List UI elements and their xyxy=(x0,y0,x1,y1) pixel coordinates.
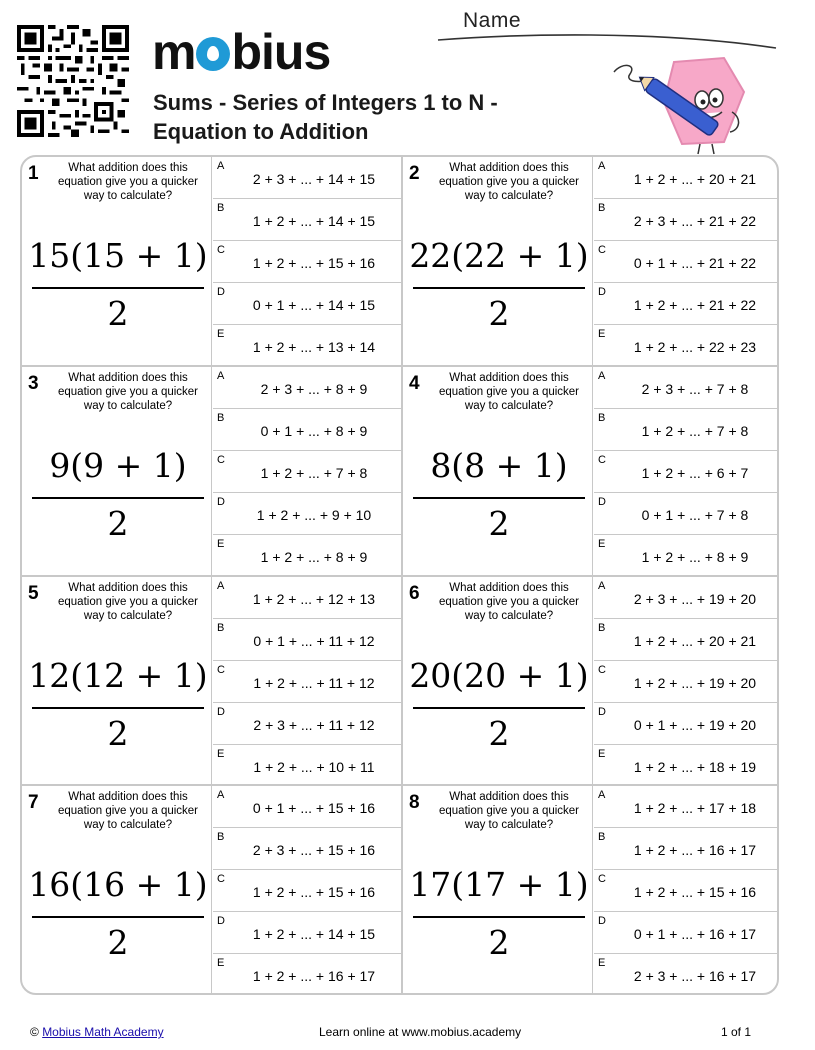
option-letter: E xyxy=(598,328,606,340)
problem-number: 1 xyxy=(28,163,39,184)
answer-option[interactable] xyxy=(594,703,779,745)
answer-options xyxy=(594,786,779,995)
answer-option[interactable] xyxy=(594,870,779,912)
answer-option[interactable] xyxy=(594,577,779,619)
option-text: 2 + 3 + ... + 7 + 8 xyxy=(641,381,749,397)
equation-numerator: 15(15 + 1) xyxy=(28,236,208,275)
option-text: 2 + 3 + ... + 15 + 16 xyxy=(252,842,376,858)
problem-card xyxy=(22,577,401,786)
option-letter: D xyxy=(598,496,606,508)
option-text: 2 + 3 + ... + 11 + 12 xyxy=(253,717,375,733)
option-letter: B xyxy=(598,831,606,843)
answer-option[interactable] xyxy=(594,283,779,325)
option-text: 1 + 2 + ... + 8 + 9 xyxy=(641,549,749,565)
option-letter: C xyxy=(598,664,606,676)
problem-statement xyxy=(22,577,212,786)
option-letter: B xyxy=(217,412,225,424)
answer-options xyxy=(594,577,779,786)
equation-numerator: 22(22 + 1) xyxy=(409,236,589,275)
problem-card xyxy=(403,367,779,576)
option-text: 0 + 1 + ... + 21 + 22 xyxy=(633,255,757,271)
answer-option[interactable] xyxy=(213,409,401,451)
option-letter: A xyxy=(217,370,225,382)
answer-options xyxy=(213,577,401,786)
page-number: 1 of 1 xyxy=(721,1025,752,1039)
equation-numerator: 16(16 + 1) xyxy=(28,865,208,904)
answer-option[interactable] xyxy=(213,828,401,870)
option-text: 1 + 2 + ... + 15 + 16 xyxy=(252,884,376,900)
answer-option[interactable] xyxy=(213,870,401,912)
question-text: What addition does this equation give you a quicker way to calculate? xyxy=(58,372,199,412)
option-text: 0 + 1 + ... + 15 + 16 xyxy=(252,800,376,816)
problem-card xyxy=(403,577,779,786)
qr-code xyxy=(17,25,129,137)
option-letter: A xyxy=(598,580,606,592)
option-text: 2 + 3 + ... + 21 + 22 xyxy=(633,213,757,229)
problem-card xyxy=(22,157,401,366)
problem-statement xyxy=(22,367,212,576)
option-letter: A xyxy=(217,580,225,592)
option-text: 1 + 2 + ... + 13 + 14 xyxy=(252,339,376,355)
equation-denominator: 2 xyxy=(488,504,510,543)
name-label: Name xyxy=(463,9,522,32)
equation-numerator: 9(9 + 1) xyxy=(49,446,187,485)
option-text: 0 + 1 + ... + 8 + 9 xyxy=(260,423,368,439)
option-text: 1 + 2 + ... + 6 + 7 xyxy=(641,465,749,481)
problem-card xyxy=(403,786,779,995)
footer-copyright: © Mobius Math Academy xyxy=(30,1025,164,1039)
problem-number: 3 xyxy=(28,373,39,394)
question-text: What addition does this equation give you a quicker way to calculate? xyxy=(58,791,199,831)
option-letter: B xyxy=(598,412,606,424)
worksheet-title: Sums - Series of Integers 1 to N - Equation to Addition xyxy=(153,90,498,144)
answer-option[interactable] xyxy=(594,367,779,409)
option-letter: B xyxy=(598,202,606,214)
equation-numerator: 17(17 + 1) xyxy=(409,865,589,904)
answer-option[interactable] xyxy=(594,619,779,661)
option-text: 1 + 2 + ... + 16 + 17 xyxy=(252,968,376,984)
fraction-bar xyxy=(32,287,204,289)
option-text: 2 + 3 + ... + 14 + 15 xyxy=(252,171,376,187)
answer-option[interactable] xyxy=(213,241,401,283)
answer-options xyxy=(594,157,779,366)
equation-denominator: 2 xyxy=(488,923,510,962)
answer-option[interactable] xyxy=(213,325,401,367)
equation-numerator: 12(12 + 1) xyxy=(28,656,208,695)
problem-statement xyxy=(403,367,593,576)
answer-option[interactable] xyxy=(213,619,401,661)
option-text: 0 + 1 + ... + 14 + 15 xyxy=(252,297,376,313)
option-text: 1 + 2 + ... + 8 + 9 xyxy=(260,549,368,565)
option-letter: E xyxy=(217,538,225,550)
option-text: 0 + 1 + ... + 16 + 17 xyxy=(633,926,757,942)
answer-option[interactable] xyxy=(213,786,401,828)
problem-card xyxy=(22,786,401,995)
option-text: 1 + 2 + ... + 7 + 8 xyxy=(260,465,368,481)
option-text: 0 + 1 + ... + 7 + 8 xyxy=(641,507,749,523)
answer-option[interactable] xyxy=(594,661,779,703)
problem-card xyxy=(22,367,401,576)
answer-option[interactable] xyxy=(213,493,401,535)
question-text: What addition does this equation give you a quicker way to calculate? xyxy=(58,162,199,202)
answer-option[interactable] xyxy=(594,954,779,995)
answer-option[interactable] xyxy=(213,577,401,619)
answer-option[interactable] xyxy=(213,535,401,577)
answer-option[interactable] xyxy=(213,954,401,995)
option-text: 1 + 2 + ... + 17 + 18 xyxy=(633,800,757,816)
option-letter: B xyxy=(598,622,606,634)
option-letter: D xyxy=(217,706,225,718)
answer-option[interactable] xyxy=(594,157,779,199)
option-text: 1 + 2 + ... + 15 + 16 xyxy=(633,884,757,900)
equation-numerator: 8(8 + 1) xyxy=(430,446,568,485)
option-letter: E xyxy=(598,957,606,969)
option-text: 1 + 2 + ... + 14 + 15 xyxy=(252,926,376,942)
answer-option[interactable] xyxy=(594,199,779,241)
option-text: 1 + 2 + ... + 10 + 11 xyxy=(253,759,375,775)
option-text: 0 + 1 + ... + 11 + 12 xyxy=(253,633,375,649)
option-letter: D xyxy=(598,915,606,927)
option-letter: D xyxy=(217,915,225,927)
question-text: What addition does this equation give you a quicker way to calculate? xyxy=(58,582,199,622)
option-text: 1 + 2 + ... + 15 + 16 xyxy=(252,255,376,271)
option-text: 2 + 3 + ... + 16 + 17 xyxy=(633,968,757,984)
answer-option[interactable] xyxy=(594,325,779,367)
answer-options xyxy=(213,157,401,366)
answer-option[interactable] xyxy=(213,283,401,325)
answer-option[interactable] xyxy=(594,451,779,493)
option-text: 1 + 2 + ... + 20 + 21 xyxy=(633,171,757,187)
mobius-academy-link[interactable]: Mobius Math Academy xyxy=(42,1025,164,1039)
option-letter: A xyxy=(217,160,225,172)
answer-option[interactable] xyxy=(213,157,401,199)
option-letter: B xyxy=(217,622,225,634)
problem-number: 5 xyxy=(28,583,39,604)
option-letter: E xyxy=(217,748,225,760)
footer-learn-online: Learn online at www.mobius.academy xyxy=(319,1025,522,1039)
answer-option[interactable] xyxy=(213,367,401,409)
question-text: What addition does this equation give you a quicker way to calculate? xyxy=(439,791,580,831)
water-drop-icon xyxy=(196,37,230,71)
problem-statement xyxy=(22,786,212,995)
question-text: What addition does this equation give you a quicker way to calculate? xyxy=(439,372,580,412)
answer-option[interactable] xyxy=(594,912,779,954)
answer-option[interactable] xyxy=(594,535,779,577)
mascot-illustration xyxy=(612,52,762,157)
option-letter: E xyxy=(217,328,225,340)
option-letter: C xyxy=(598,244,606,256)
answer-option[interactable] xyxy=(213,451,401,493)
option-letter: A xyxy=(598,789,606,801)
option-letter: B xyxy=(217,831,225,843)
option-letter: C xyxy=(598,454,606,466)
problem-grid xyxy=(20,155,779,995)
option-text: 1 + 2 + ... + 21 + 22 xyxy=(633,297,757,313)
answer-options xyxy=(213,367,401,576)
option-text: 0 + 1 + ... + 19 + 20 xyxy=(633,717,757,733)
answer-option[interactable] xyxy=(213,199,401,241)
problem-number: 2 xyxy=(409,163,420,184)
problem-number: 8 xyxy=(409,792,420,813)
equation-denominator: 2 xyxy=(488,714,510,753)
fraction-bar xyxy=(413,497,585,499)
equation-denominator: 2 xyxy=(107,714,129,753)
problem-statement xyxy=(403,157,593,366)
problem-number: 4 xyxy=(409,373,420,394)
option-letter: C xyxy=(217,664,225,676)
option-letter: D xyxy=(598,706,606,718)
problem-card xyxy=(403,157,779,366)
fraction-bar xyxy=(413,916,585,918)
option-letter: C xyxy=(217,244,225,256)
fraction-bar xyxy=(32,916,204,918)
answer-option[interactable] xyxy=(213,661,401,703)
option-text: 1 + 2 + ... + 18 + 19 xyxy=(633,759,757,775)
problem-statement xyxy=(403,786,593,995)
option-letter: D xyxy=(217,496,225,508)
answer-option[interactable] xyxy=(594,745,779,787)
equation-numerator: 20(20 + 1) xyxy=(409,656,589,695)
option-letter: D xyxy=(217,286,225,298)
answer-option[interactable] xyxy=(594,493,779,535)
answer-option[interactable] xyxy=(594,786,779,828)
answer-option[interactable] xyxy=(594,828,779,870)
option-letter: C xyxy=(217,873,225,885)
fraction-bar xyxy=(413,287,585,289)
question-text: What addition does this equation give you a quicker way to calculate? xyxy=(439,582,580,622)
option-letter: E xyxy=(598,538,606,550)
answer-options xyxy=(594,367,779,576)
option-letter: B xyxy=(217,202,225,214)
equation-denominator: 2 xyxy=(488,294,510,333)
option-text: 1 + 2 + ... + 19 + 20 xyxy=(633,675,757,691)
option-text: 2 + 3 + ... + 8 + 9 xyxy=(260,381,368,397)
answer-option[interactable] xyxy=(213,912,401,954)
option-letter: C xyxy=(217,454,225,466)
problem-statement xyxy=(22,157,212,366)
question-text: What addition does this equation give you a quicker way to calculate? xyxy=(439,162,580,202)
option-letter: A xyxy=(598,370,606,382)
option-letter: C xyxy=(598,873,606,885)
fraction-bar xyxy=(32,497,204,499)
equation-denominator: 2 xyxy=(107,294,129,333)
answer-option[interactable] xyxy=(594,409,779,451)
option-text: 1 + 2 + ... + 20 + 21 xyxy=(633,633,757,649)
answer-option[interactable] xyxy=(594,241,779,283)
option-text: 1 + 2 + ... + 14 + 15 xyxy=(252,213,376,229)
answer-options xyxy=(213,786,401,995)
problem-number: 7 xyxy=(28,792,39,813)
option-text: 1 + 2 + ... + 16 + 17 xyxy=(633,842,757,858)
option-letter: E xyxy=(598,748,606,760)
option-text: 2 + 3 + ... + 19 + 20 xyxy=(633,591,757,607)
option-text: 1 + 2 + ... + 9 + 10 xyxy=(256,507,372,523)
option-letter: E xyxy=(217,957,225,969)
mobius-logo: m bius xyxy=(152,24,331,80)
fraction-bar xyxy=(413,707,585,709)
answer-option[interactable] xyxy=(213,703,401,745)
option-text: 1 + 2 + ... + 7 + 8 xyxy=(641,423,749,439)
option-text: 1 + 2 + ... + 22 + 23 xyxy=(633,339,757,355)
option-letter: A xyxy=(217,789,225,801)
answer-option[interactable] xyxy=(213,745,401,787)
option-letter: D xyxy=(598,286,606,298)
option-text: 1 + 2 + ... + 11 + 12 xyxy=(253,675,375,691)
problem-number: 6 xyxy=(409,583,420,604)
fraction-bar xyxy=(32,707,204,709)
equation-denominator: 2 xyxy=(107,923,129,962)
option-letter: A xyxy=(598,160,606,172)
option-text: 1 + 2 + ... + 12 + 13 xyxy=(252,591,376,607)
equation-denominator: 2 xyxy=(107,504,129,543)
problem-statement xyxy=(403,577,593,786)
